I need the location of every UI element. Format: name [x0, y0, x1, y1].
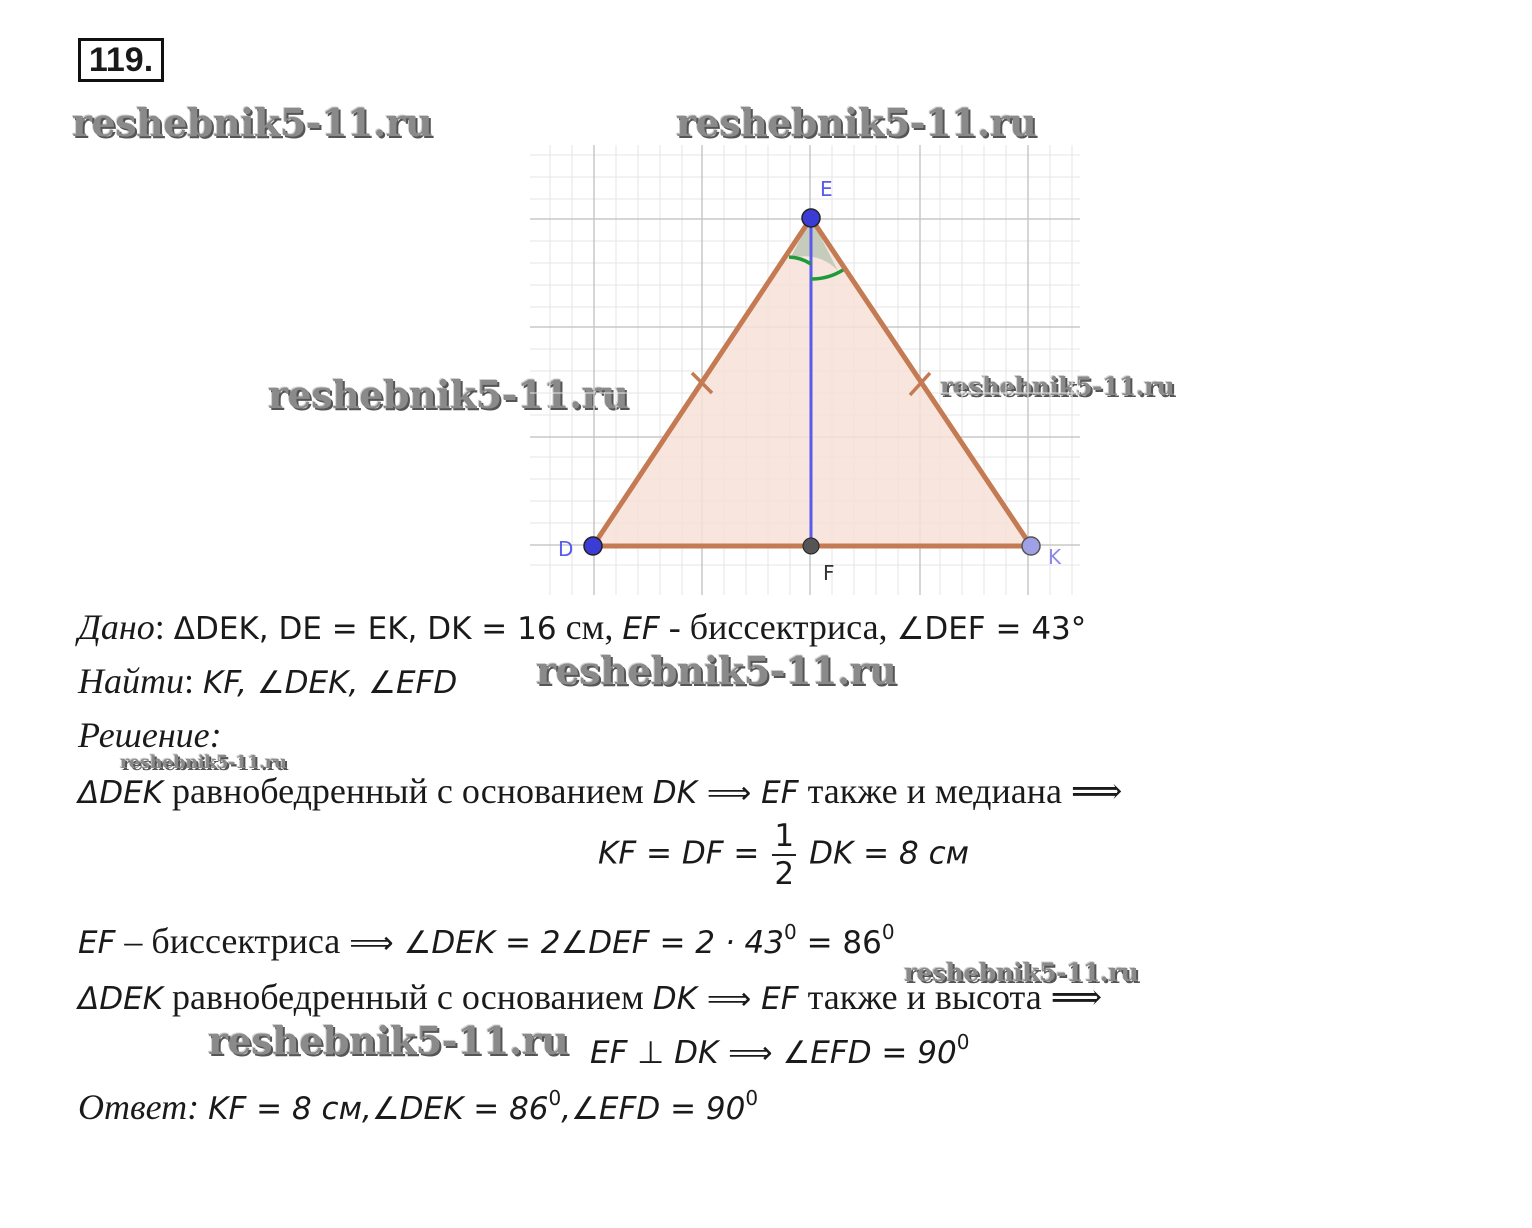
step2-sup1: 0: [784, 920, 797, 944]
step2-text: – биссектриса: [124, 921, 341, 961]
find-items: KF, ∠DEK, ∠EFD: [203, 665, 458, 701]
answer-sup2: 0: [745, 1086, 759, 1110]
step3-line: [78, 976, 1102, 1018]
step1-math: DK ⟹ EF: [652, 775, 799, 811]
given-triangle: ΔDEK, DE = EK, DK = 16: [173, 611, 557, 647]
watermark: reshebnik5-11.ru: [72, 100, 433, 145]
answer-b: ,∠EFD = 90: [561, 1091, 746, 1127]
given-label: Дано: [78, 607, 155, 647]
watermark: reshebnik5-11.ru: [536, 648, 897, 693]
step3-triangle: ΔDEK: [78, 981, 163, 1017]
step2-line: [78, 920, 895, 962]
given-angle: ∠DEF = 43°: [896, 611, 1087, 647]
find-line: Найти: KF, ∠DEK, ∠EFD: [78, 661, 458, 701]
point-d: [584, 537, 602, 555]
answer-sup1: 0: [548, 1086, 562, 1110]
perp-formula: [590, 1030, 969, 1072]
step2-sup2: 0: [881, 920, 895, 944]
kf-right: DK = 8 см: [809, 835, 969, 872]
answer-label: Ответ:: [78, 1087, 200, 1127]
given-ef: EF: [622, 611, 660, 647]
perp-text: EF ⊥ DK ⟹ ∠EFD = 90: [590, 1035, 957, 1071]
step1-text: равнобедренный с основанием: [172, 771, 644, 811]
step1-line: [78, 770, 1123, 812]
step3-text: равнобедренный с основанием: [172, 977, 644, 1017]
watermark: reshebnik5-11.ru: [208, 1018, 569, 1063]
watermark: reshebnik5-11.ru: [676, 100, 1037, 145]
label-f: F: [823, 561, 835, 585]
fraction-numerator: 1: [774, 818, 795, 854]
label-d: D: [558, 537, 574, 561]
point-k: [1022, 537, 1040, 555]
watermark: reshebnik5-11.ru: [268, 372, 629, 417]
point-e: [802, 209, 820, 227]
given-line: Дано: ΔDEK, DE = EK, DK = 16 см, EF - биссектриса, ∠DEF = 43°: [78, 607, 1087, 647]
watermark: reshebnik5-11.ru: [120, 752, 287, 773]
kf-left: KF = DF =: [598, 835, 760, 872]
point-f: [803, 538, 819, 554]
triangle-figure: [530, 145, 1090, 595]
watermark: reshebnik5-11.ru: [940, 372, 1175, 401]
label-e: E: [820, 177, 833, 201]
solution-label: Решение:: [78, 715, 222, 755]
fraction-denominator: 2: [774, 856, 795, 892]
step3-math: DK ⟹ EF: [652, 981, 799, 1017]
step2-result: = 86: [796, 925, 882, 961]
problem-number: 119.: [78, 38, 164, 82]
step2-ef: EF: [78, 925, 116, 961]
fraction-half: [772, 818, 796, 892]
perp-sup: 0: [956, 1030, 970, 1054]
watermark: reshebnik5-11.ru: [904, 958, 1139, 987]
step1-conclusion: также и медиана ⟹: [807, 771, 1123, 811]
kf-formula: [598, 818, 969, 892]
step3-conclusion: также и высота ⟹: [807, 977, 1103, 1017]
answer-a: KF = 8 см,∠DEK = 86: [208, 1091, 549, 1127]
label-k: K: [1048, 545, 1062, 569]
answer-line: [78, 1086, 758, 1128]
step2-math: ⟹ ∠DEK = 2∠DEF = 2 · 43: [349, 925, 785, 961]
given-bisector: - биссектриса,: [668, 607, 888, 647]
step1-triangle: ΔDEK: [78, 775, 163, 811]
given-unit: см,: [565, 607, 614, 647]
find-label: Найти: [78, 661, 184, 701]
